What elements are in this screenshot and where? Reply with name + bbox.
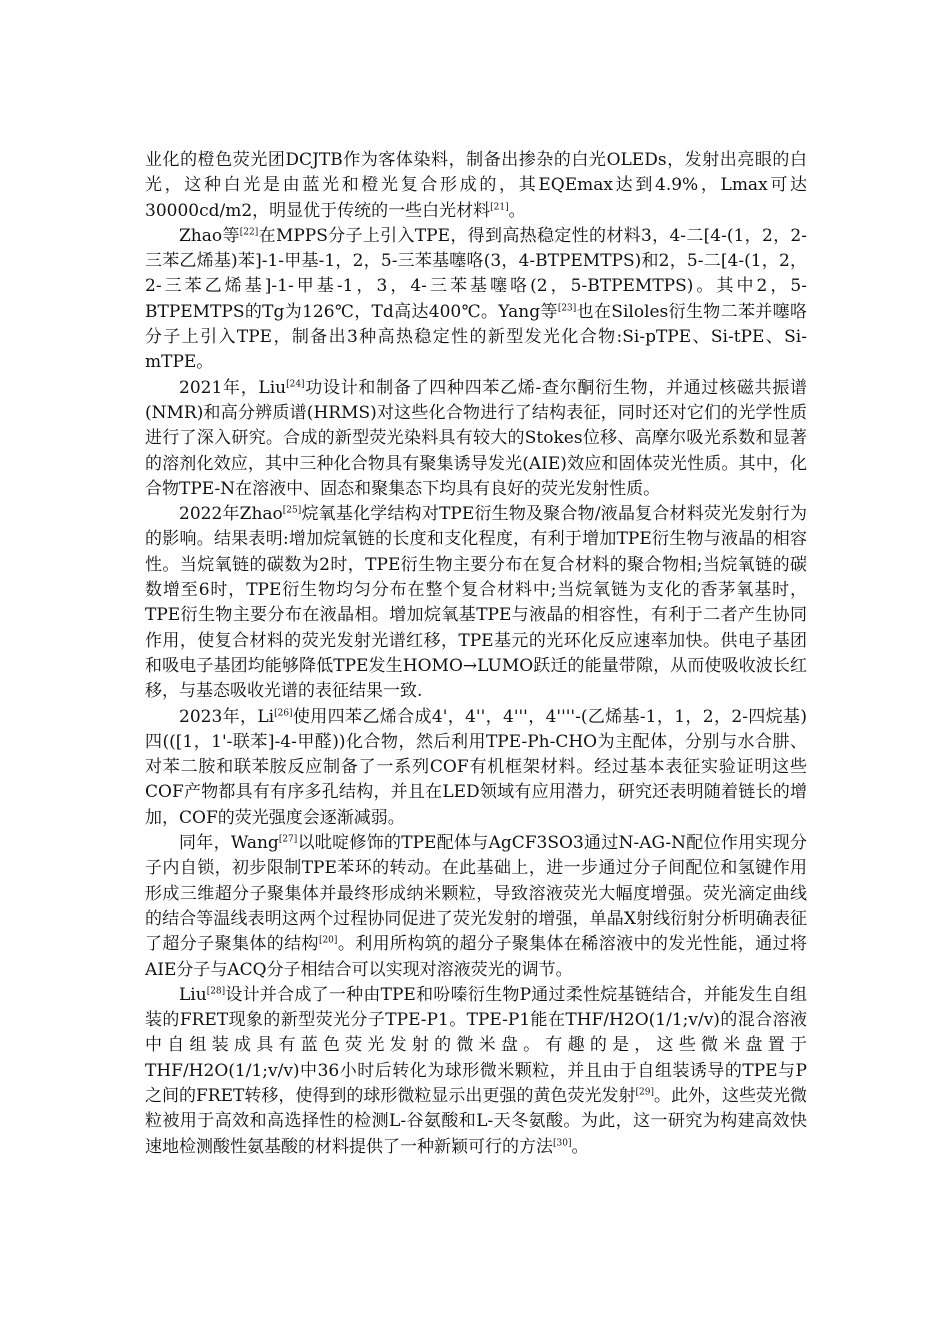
citation-ref: [23] [557,303,577,314]
citation-ref: [20] [318,935,338,946]
paragraph-2 [145,224,807,376]
paragraph-3 [145,376,807,502]
paragraph-5 [145,705,807,831]
paragraph-text: 。利用所构筑的超分子聚集体在稀溶液中的发光性能，通过将AIE分子与ACQ分子相结合可以实现对溶液荧光的调节。 [145,934,808,980]
citation-ref: [26] [274,707,293,718]
paragraph-text: Zhao等 [179,225,240,246]
paragraph-text: 功设计和制备了四种四苯乙烯-查尔酮衍生物，并通过核磁共振谱(NMR)和高分辨质谱(HRMS)对这些化合物进行了结构表征，同时还对它们的光学性质进行了深入研究。合成的新型荧光染料具有较大的Stokes位移、高摩尔吸光系数和显著的溶剂化效应，其中三种化合物具有聚集诱导发光(AIE)效应和固体荧光性质。其中，化合物TPE-N在溶液中、固态和聚集态下均具有良好的荧光发射性质。 [145,377,807,499]
paragraph-6 [145,831,807,983]
citation-ref: [24] [286,379,305,390]
citation-ref: [27] [278,834,298,845]
paragraph-text: 设计并合成了一种由TPE和吩嗪衍生物P通过柔性烷基链结合，并能发生自组装的FRET现象的新型荧光分子TPE-P1。TPE-P1能在THF/H2O(1/1;v/v)的混合溶液中自组装成具有蓝色荧光发射的微米盘。有趣的是，这些微米盘置于THF/H2O(1/1;v/v)中36小时后转化为球形微米颗粒，并且由于自组装诱导的TPE与P之间的FRET转移，使得到的球形微粒显示出更强的黄色荧光发射 [145,984,807,1106]
paragraph-text: 。此外，这些荧光微粒被用于高效和高选择性的检测L-谷氨酸和L-天冬氨酸。为此，这一研究为构建高效快速地检测酸性氨基酸的材料提供了一种新颖可行的方法 [145,1085,808,1157]
paragraph-text: 。 [571,1136,589,1157]
paragraph-text: Liu [179,984,207,1005]
paragraph-1 [145,148,807,224]
paragraph-text: 2021年，Liu [179,377,287,398]
paragraph-text: 。 [508,200,526,221]
citation-ref: [22] [239,227,259,238]
citation-ref: [28] [206,986,226,997]
paragraph-7 [145,983,807,1160]
paragraph-4 [145,502,807,704]
paragraph-text: 使用四苯乙烯合成4'，4''，4'''，4''''-(乙烯基-1，1，2，2-四烷基)四(([1，1'-联苯]-4-甲醛))化合物，然后利用TPE-Ph-CHO为主配体，分别与水合肼、对苯二胺和联苯胺反应制备了一系列COF有机框架材料。经过基本表征实验证明这些COF产物都具有有序多孔结构，并且在LED领域有应用潜力，研究还表明随着链长的增加，COF的荧光强度会逐渐减弱。 [145,706,807,828]
document-body [145,148,807,1160]
paragraph-text: 烷氧基化学结构对TPE衍生物及聚合物/液晶复合材料荧光发射行为的影响。结果表明:增加烷氧链的长度和支化程度，有利于增加TPE衍生物与液晶的相容性。当烷氧链的碳数为2时，TPE衍生物主要分布在复合材料的聚合物相;当烷氧链的碳数增至6时，TPE衍生物均匀分布在整个复合材料中;当烷氧链为支化的香茅氧基时，TPE衍生物主要分布在液晶相。增加烷氧基TPE与液晶的相容性，有利于二者产生协同作用，使复合材料的荧光发射光谱红移，TPE基元的光环化反应速率加快。供电子基团和吸电子基团均能够降低TPE发生HOMO→LUMO跃迁的能量带隙，从而使吸收波长红移，与基态吸收光谱的表征结果一致. [145,504,807,702]
citation-ref: [25] [282,505,302,516]
citation-ref: [21] [490,201,509,212]
paragraph-text: 业化的橙色荧光团DCJTB作为客体染料，制备出掺杂的白光OLEDs，发射出亮眼的白光，这种白光是由蓝光和橙光复合形成的，其EQEmax达到4.9%，Lmax可达30000cd/m2，明显优于传统的一些白光材料 [145,150,807,221]
paragraph-text: 同年，Wang [179,833,279,854]
paragraph-text: 也在Siloles衍生物二苯并噻咯分子上引入TPE，制备出3种高热稳定性的新型发光化合物:Si-pTPE、Si-tPE、Si-mTPE。 [145,301,807,373]
paragraph-text: 在MPPS分子上引入TPE，得到高热稳定性的材料3，4-二[4-(1，2，2-三苯乙烯基)苯]-1-甲基-1，2，5-三苯基噻咯(3，4-BTPEMTPS)和2，5-二[4-(1，2，2-三苯乙烯基]-1-甲基-1，3，4-三苯基噻咯(2，5-BTPEMTPS)。其中2，5-BTPEMTPS的Tg为126℃，Td高达400℃。Yang等 [145,225,807,322]
paragraph-text: 以吡啶修饰的TPE配体与AgCF3SO3通过N-AG-N配位作用实现分子内自锁，初步限制TPE苯环的转动。在此基础上，进一步通过分子间配位和氢键作用形成三维超分子聚集体并最终形成纳米颗粒，导致溶液荧光大幅度增强。荧光滴定曲线的结合等温线表明这两个过程协同促进了荧光发射的增强，单晶X射线衍射分析明确表征了超分子聚集体的结构 [145,833,807,955]
citation-ref: [30] [553,1137,572,1148]
paragraph-text: 2023年，Li [179,706,275,727]
paragraph-text: 2022年Zhao [179,504,283,525]
citation-ref: [29] [635,1087,654,1098]
